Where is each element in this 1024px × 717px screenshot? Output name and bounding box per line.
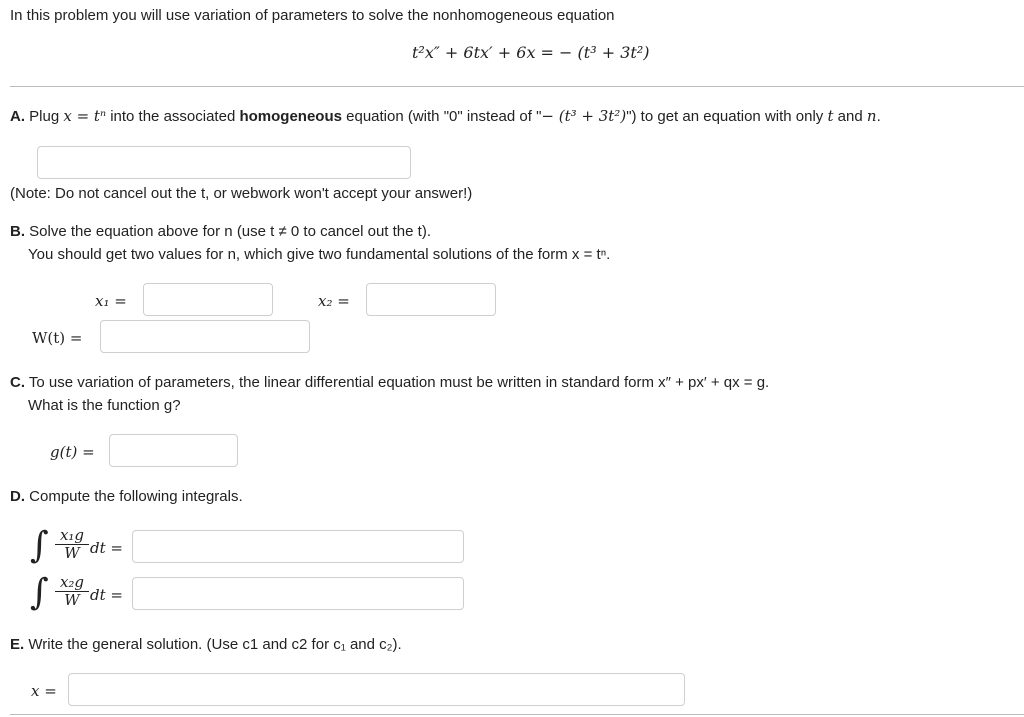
part-a-answer-input[interactable] [37,146,411,179]
integral-sign-1: ∫ [30,525,49,566]
x1-input[interactable] [143,283,273,316]
part-a-prompt: A. Plug x = tⁿ into the associated homogeneous equation (with "0" instead of "− (t³ + 3t²)") to get an equation with only t and n. [10,107,881,125]
g-input[interactable] [109,434,238,467]
intro-text: In this problem you will use variation of parameters to solve the nonhomogeneous equation [10,7,615,24]
integral-1-fraction: $\frac{\text{x₁g}}{W}$ [55,527,89,562]
part-d-prompt: D. Compute the following integrals. [10,488,243,505]
part-a-note: (Note: Do not cancel out the t, or webwork won't accept your answer!) [10,185,473,202]
integral-sign-2: ∫ [30,572,49,613]
part-a-label: A. [10,108,25,125]
integral-2-input[interactable] [132,577,464,610]
part-e-prompt: E. Write the general solution. (Use c1 and c2 for c₁ and c₂). [10,636,402,653]
x1-label: x₁ = [95,292,127,310]
wronskian-input[interactable] [100,320,310,353]
x2-input[interactable] [366,283,496,316]
part-b-subtext: You should get two values for n, which give two fundamental solutions of the form x = tⁿ. [28,246,611,263]
part-b-prompt: B. Solve the equation above for n (use t ≠ 0 to cancel out the t). [10,223,431,240]
general-solution-label: x = [31,682,57,700]
part-d-label: D. [10,488,25,505]
part-c-label: C. [10,374,25,391]
wronskian-label: W(t) = [32,329,83,347]
integral-2-fraction: $\frac{\text{x₂g}}{W}$ [55,574,89,609]
divider-bottom [10,714,1024,715]
g-label: g(t) = [50,443,95,461]
part-b-label: B. [10,223,25,240]
part-c-subtext: What is the function g? [28,397,181,414]
x2-label: x₂ = [318,292,350,310]
part-e-label: E. [10,636,25,653]
general-solution-input[interactable] [68,673,685,706]
divider-top [10,86,1024,87]
integral-1-dt: dt = [90,539,123,557]
main-equation: t²x″ + 6tx′ + 6x = − (t³ + 3t²) [412,43,650,62]
integral-1-input[interactable] [132,530,464,563]
part-c-prompt: C. To use variation of parameters, the linear differential equation must be written in standard form x″ + px′ + qx = g. [10,374,770,391]
integral-2-dt: dt = [90,586,123,604]
